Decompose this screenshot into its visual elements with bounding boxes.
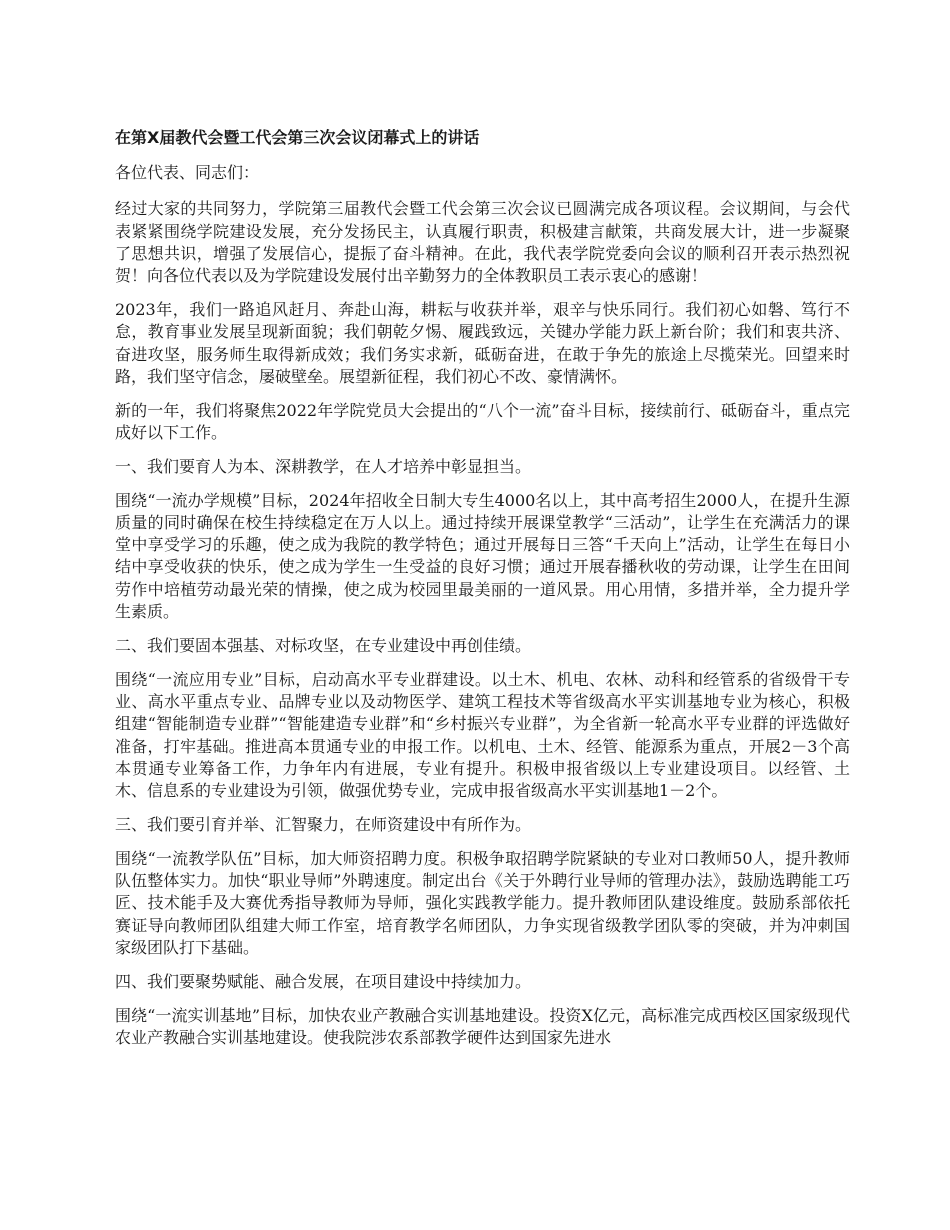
document-title: 在第X届教代会暨工代会第三次会议闭幕式上的讲话	[115, 128, 480, 147]
section-heading-1: 一、我们要育人为本、深耕教学，在人才培养中彰显担当。	[115, 456, 532, 476]
paragraph-section-2: 围绕“一流应用专业”目标，启动高水平专业群建设。以土木、机电、农林、动科和经管系的省级骨干专业、高水平重点专业、品牌专业以及动物医学、建筑工程技术等省级高水平实训基地专业为核心，积极组建“智能制造专业群”“智能建造专业群”和“乡村振兴专业群”，为全省新一轮高水平专业群的评选做好准备，打牢基础。推进高本贯通专业的申报工作。以机电、土木、经管、能源系为重点，开展2－3个高本贯通专业筹备工作，力争年内有进展，专业有提升。积极申报省级以上专业建设项目。以经管、土木、信息系的专业建设为引领，做强优势专业，完成申报省级高水平实训基地1－2个。	[115, 669, 850, 801]
paragraph-review-2023: 2023年，我们一路追风赶月、奔赴山海，耕耘与收获并举，艰辛与快乐同行。我们初心如磐、笃行不怠，教育事业发展呈现新面貌；我们朝乾夕惕、履践致远，关键办学能力跃上新台阶；我们和衷共济、奋进攻坚，服务师生取得新成效；我们务实求新，砥砺奋进，在敢于争先的旅途上尽揽荣光。回望来时路，我们坚守信念，屡破壁垒。展望新征程，我们初心不改、豪情满怀。	[115, 299, 850, 386]
paragraph-section-1: 围绕“一流办学规模”目标，2024年招收全日制大专生4000名以上，其中高考招生2000人，在提升生源质量的同时确保在校生持续稳定在万人以上。通过持续开展课堂教学“三活动”，让学生在充满活力的课堂中享受学习的乐趣，使之成为我院的教学特色；通过开展每日三答“千天向上”活动，让学生在每日小结中享受收获的快乐，使之成为学生一生受益的良好习惯；通过开展春播秋收的劳动课，让学生在田间劳作中培植劳动最光荣的情操，使之成为校园里最美丽的一道风景。用心用情，多措并举，全力提升学生素质。	[115, 490, 850, 622]
document-body	[115, 126, 850, 1061]
paragraph-intro: 经过大家的共同努力，学院第三届教代会暨工代会第三次会议已圆满完成各项议程。会议期间，与会代表紧紧围绕学院建设发展，充分发扬民主，认真履行职责，积极建言献策，共商发展大计，进一步凝聚了思想共识，增强了发展信心，提振了奋斗精神。在此，我代表学院党委向会议的顺利召开表示热烈祝贺！向各位代表以及为学院建设发展付出辛勤努力的全体教职员工表示衷心的感谢！	[115, 199, 850, 286]
paragraph-new-year: 新的一年，我们将聚焦2022年学院党员大会提出的“八个一流”奋斗目标，接续前行、砥砺奋斗，重点完成好以下工作。	[115, 400, 850, 442]
paragraph-section-4: 围绕“一流实训基地”目标，加快农业产教融合实训基地建设。投资X亿元，高标准完成西校区国家级现代农业产教融合实训基地建设。使我院涉农系部教学硬件达到国家先进水	[115, 1005, 850, 1047]
paragraph-section-3: 围绕“一流教学队伍”目标，加大师资招聘力度。积极争取招聘学院紧缺的专业对口教师50人，提升教师队伍整体实力。加快“职业导师”外聘速度。制定出台《关于外聘行业导师的管理办法》，鼓励选聘能工巧匠、技术能手及大赛优秀指导教师为导师，强化实践教学能力。提升教师团队建设维度。鼓励系部依托赛证导向教师团队组建大师工作室，培育教学名师团队，力争实现省级教学团队零的突破，并为冲刺国家级团队打下基础。	[115, 848, 850, 957]
greeting: 各位代表、同志们：	[115, 163, 260, 182]
section-heading-2: 二、我们要固本强基、对标攻坚，在专业建设中再创佳绩。	[115, 635, 532, 655]
section-heading-4: 四、我们要聚势赋能、融合发展，在项目建设中持续加力。	[115, 971, 532, 991]
section-heading-3: 三、我们要引育并举、汇智聚力，在师资建设中有所作为。	[115, 814, 532, 834]
